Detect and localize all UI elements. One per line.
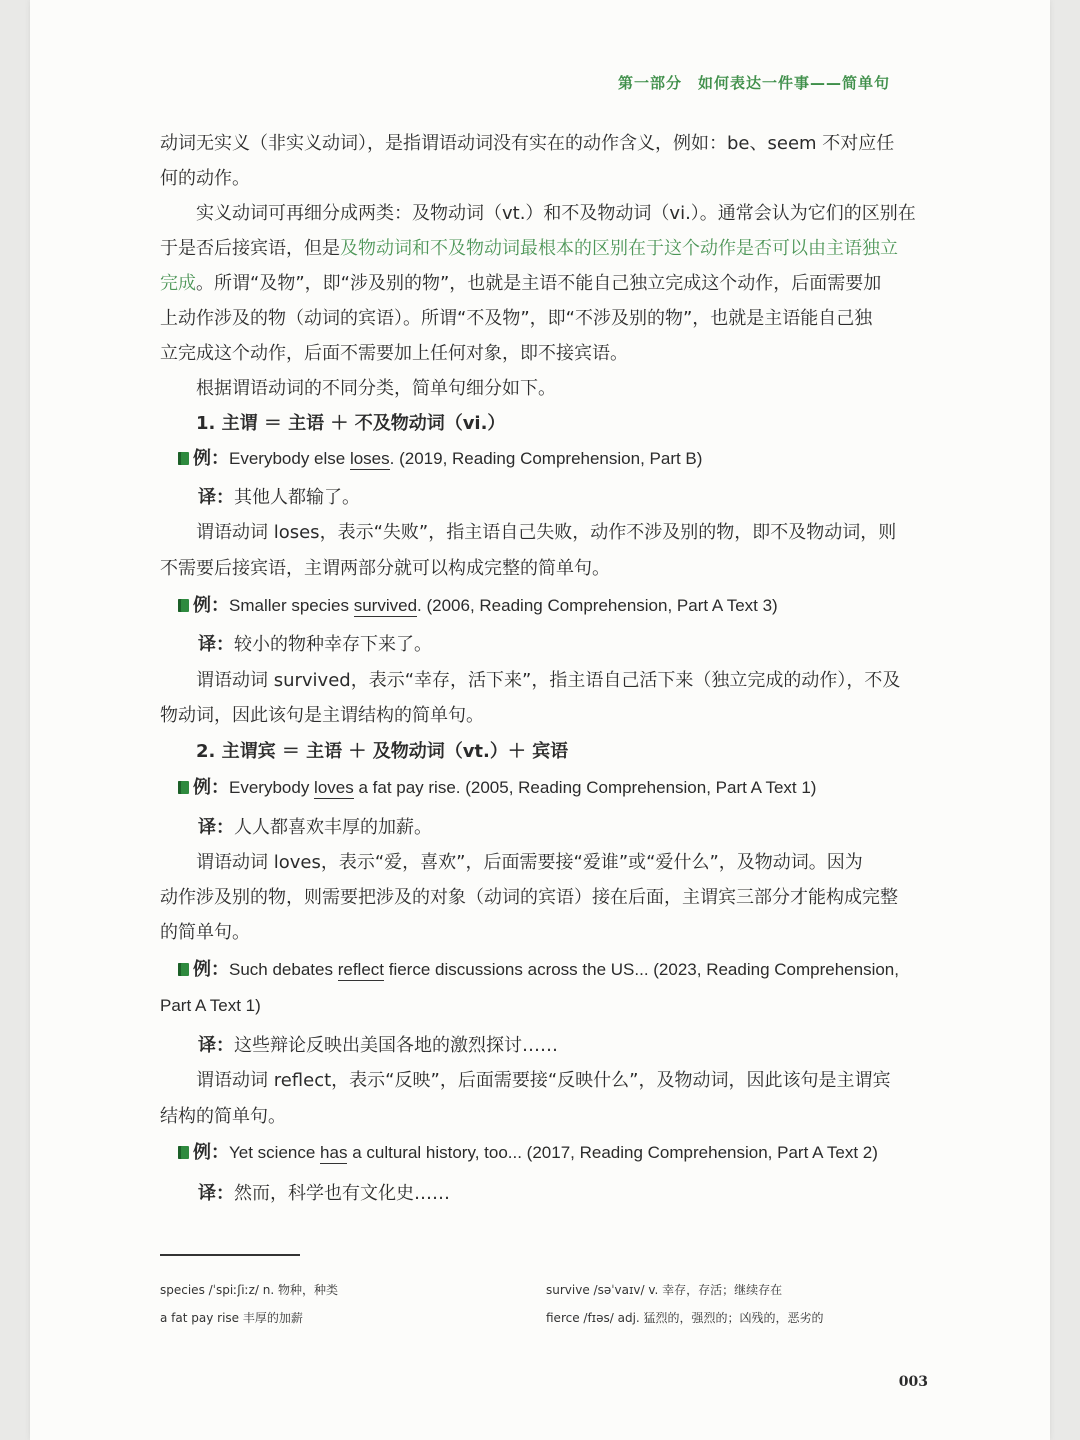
running-header: 第一部分 如何表达一件事——简单句 [617, 74, 890, 92]
highlight-text: 及物动词和不及物动词最根本的区别在于这个动作是否可以由主语独立 [340, 238, 898, 259]
comment-1-line1: 谓语动词 loses，表示“失败”，指主语自己失败，动作不涉及别的物，即不及物动词，则 [196, 522, 897, 543]
comment-4-line1: 谓语动词 reflect，表示“反映”，后面需要接“反映什么”，及物动词，因此该句是主谓宾 [196, 1070, 891, 1091]
book-icon [178, 963, 189, 976]
example-4-cont: Part A Text 1) [160, 996, 261, 1015]
section-heading-2: 2. 主谓宾 ＝ 主语 ＋ 及物动词（vt.）＋ 宾语 [196, 741, 569, 762]
footnote-survive: survive /səˈvaɪv/ v. 幸存，存活；继续存在 [546, 1283, 783, 1297]
comment-2-line2: 物动词，因此该句是主谓结构的简单句。 [160, 705, 484, 726]
translation-4: 译：这些辩论反映出美国各地的激烈探讨…… [198, 1035, 558, 1056]
para2-line4: 上动作涉及的物（动词的宾语）。所谓“不及物”，即“不涉及别的物”，也就是主语能自己独 [160, 308, 873, 329]
translation-2: 译：较小的物种幸存下来了。 [198, 634, 432, 655]
comment-3-line2: 动作涉及别的物，则需要把涉及的对象（动词的宾语）接在后面，主谓宾三部分才能构成完整 [160, 887, 898, 908]
example-2: 例：Smaller species survived. (2006, Reading Comprehension, Part A Text 3) [178, 596, 928, 616]
translation-3: 译：人人都喜欢丰厚的加薪。 [198, 817, 432, 838]
footnote-pay-rise: a fat pay rise 丰厚的加薪 [160, 1311, 303, 1325]
para2-line5: 立完成这个动作，后面不需要加上任何对象，即不接宾语。 [160, 343, 628, 364]
section-heading-1: 1. 主谓 ＝ 主语 ＋ 不及物动词（vi.） [196, 413, 506, 434]
page [30, 0, 1050, 1440]
page-number: 003 [898, 1374, 928, 1390]
example-4: 例：Such debates reflect fierce discussions across the US... (2023, Reading Comprehension, [178, 960, 928, 980]
comment-4-line2: 结构的简单句。 [160, 1106, 286, 1127]
example-1: 例：Everybody else loses. (2019, Reading Comprehension, Part B) [178, 449, 928, 469]
example-5: 例：Yet science has a cultural history, too... (2017, Reading Comprehension, Part A Text 2) [178, 1143, 928, 1163]
comment-2-line1: 谓语动词 survived，表示“幸存，活下来”，指主语自己活下来（独立完成的动作），不及 [196, 670, 901, 691]
comment-3-line3: 的简单句。 [160, 922, 250, 943]
para3: 根据谓语动词的不同分类，简单句细分如下。 [196, 378, 556, 399]
translation-5: 译：然而，科学也有文化史…… [198, 1183, 450, 1204]
book-icon [178, 452, 189, 465]
para1-line2: 何的动作。 [160, 168, 250, 189]
para2-line1: 实义动词可再细分成两类：及物动词（vt.）和不及物动词（vi.）。通常会认为它们的区别在 [196, 203, 916, 224]
para1-line1: 动词无实义（非实义动词），是指谓语动词没有实在的动作含义，例如：be、seem 不对应任 [160, 133, 895, 154]
book-icon [178, 599, 189, 612]
para2-line2: 于是否后接宾语，但是及物动词和不及物动词最根本的区别在于这个动作是否可以由主语独立 [160, 238, 898, 259]
comment-3-line1: 谓语动词 loves，表示“爱，喜欢”，后面需要接“爱谁”或“爱什么”，及物动词。因为 [196, 852, 863, 873]
para2-line3: 完成。所谓“及物”，即“涉及别的物”，也就是主语不能自己独立完成这个动作，后面需要加 [160, 273, 882, 294]
book-icon [178, 781, 189, 794]
example-3: 例：Everybody loves a fat pay rise. (2005, Reading Comprehension, Part A Text 1) [178, 778, 928, 798]
comment-1-line2: 不需要后接宾语，主谓两部分就可以构成完整的简单句。 [160, 558, 610, 579]
book-icon [178, 1146, 189, 1159]
footnote-divider [160, 1254, 300, 1256]
translation-1: 译：其他人都输了。 [198, 487, 360, 508]
footnote-species: species /ˈspiːʃiːz/ n. 物种，种类 [160, 1283, 339, 1297]
footnote-fierce: fierce /fɪəs/ adj. 猛烈的，强烈的；凶残的，恶劣的 [546, 1311, 824, 1325]
